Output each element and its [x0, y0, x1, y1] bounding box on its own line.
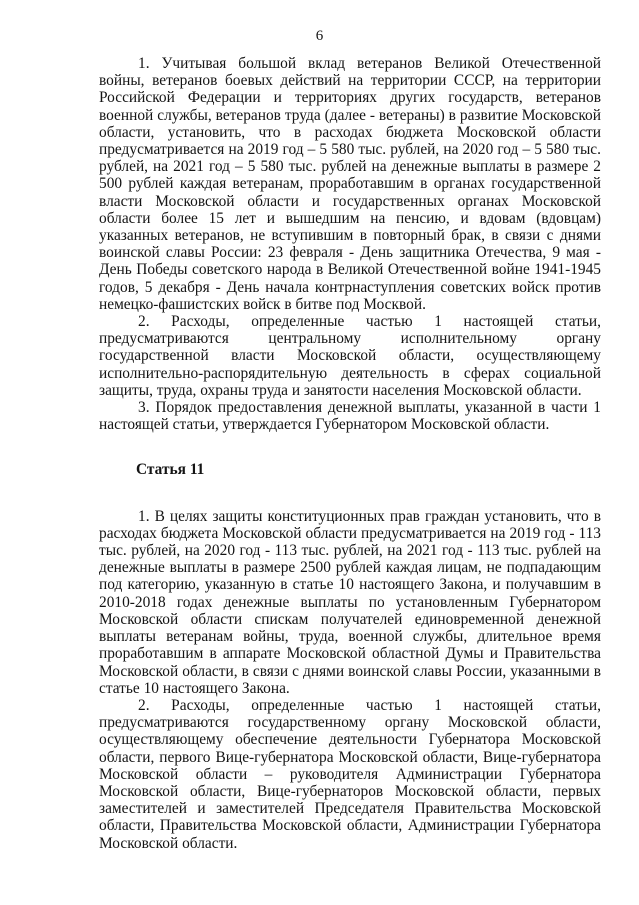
article-11-part-2: 2. Расходы, определенные частью 1 настоящей статьи, предусматриваются государственному органу Московской области, осуществляющему обеспечение деятельности Губернатора Московской области, первого Вице-губернатора Московской области, Вице-губернатора Московской области – руководителя Администрации Губернатора Московской области, Вице-губернаторов Московской области, первых заместителей и заместителей Председателя Правительства Московской области, Правительства Московской области, Администрации Губернатора Московской области. — [99, 696, 601, 852]
article-10-part-1: 1. Учитывая большой вклад ветеранов Великой Отечественной войны, ветеранов боевых действий на территории СССР, на территории Российской Федерации и территориях других государств, ветеранов военной службы, ветеранов труда (далее - ветераны) в развитие Московской области, установить, что в расходах бюджета Московской области предусматривается на 2019 год – 5 580 тыс. рублей, на 2020 год – 5 580 тыс. рублей, на 2021 год – 5 580 тыс. рублей на денежные выплаты в размере 2 500 рублей каждая ветеранам, проработавшим в органах государственной власти Московской области и государственных органах Московской области более 15 лет и вышедшим на пенсию, и вдовам (вдовцам) указанных ветеранов, не вступившим в повторный брак, в связи с днями воинской славы России: 23 февраля - День защитника Отечества, 9 мая - День Победы советского народа в Великой Отечественной войне 1941-1945 годов, 5 декабря - День начала контрнаступления советских войск против немецко-фашистских войск в битве под Москвой. — [99, 55, 601, 313]
article-11-title: Статья 11 — [136, 461, 205, 479]
document-body — [99, 55, 601, 852]
article-10-part-2: 2. Расходы, определенные частью 1 настоящей статьи, предусматриваются центральному исполнительному органу государственной власти Московской области, осуществляющему исполнительно-распорядительную деятельность в сферах социальной защиты, труда, охраны труда и занятости населения Московской области. — [99, 313, 601, 399]
article-11-part-1: 1. В целях защиты конституционных прав граждан установить, что в расходах бюджета Московской области предусматривается на 2019 год - 113 тыс. рублей, на 2020 год - 113 тыс. рублей, на 2021 год - 113 тыс. рублей на денежные выплаты в размере 2500 рублей каждая лицам, не подпадающим под категорию, указанную в статье 10 настоящего Закона, и получавшим в 2010-2018 годах денежные выплаты по установленным Губернатором Московской области спискам получателей единовременной денежной выплаты ветеранам войны, труда, военной службы, длительное время проработавшим в аппарате Московской областной Думы и Правительства Московской области, в связи с днями воинской славы России, указанными в статье 10 настоящего Закона. — [99, 507, 601, 697]
page-number: 6 — [315, 28, 324, 44]
article-10-part-3: 3. Порядок предоставления денежной выплаты, указанной в части 1 настоящей статьи, утверждается Губернатором Московской области. — [99, 399, 601, 434]
